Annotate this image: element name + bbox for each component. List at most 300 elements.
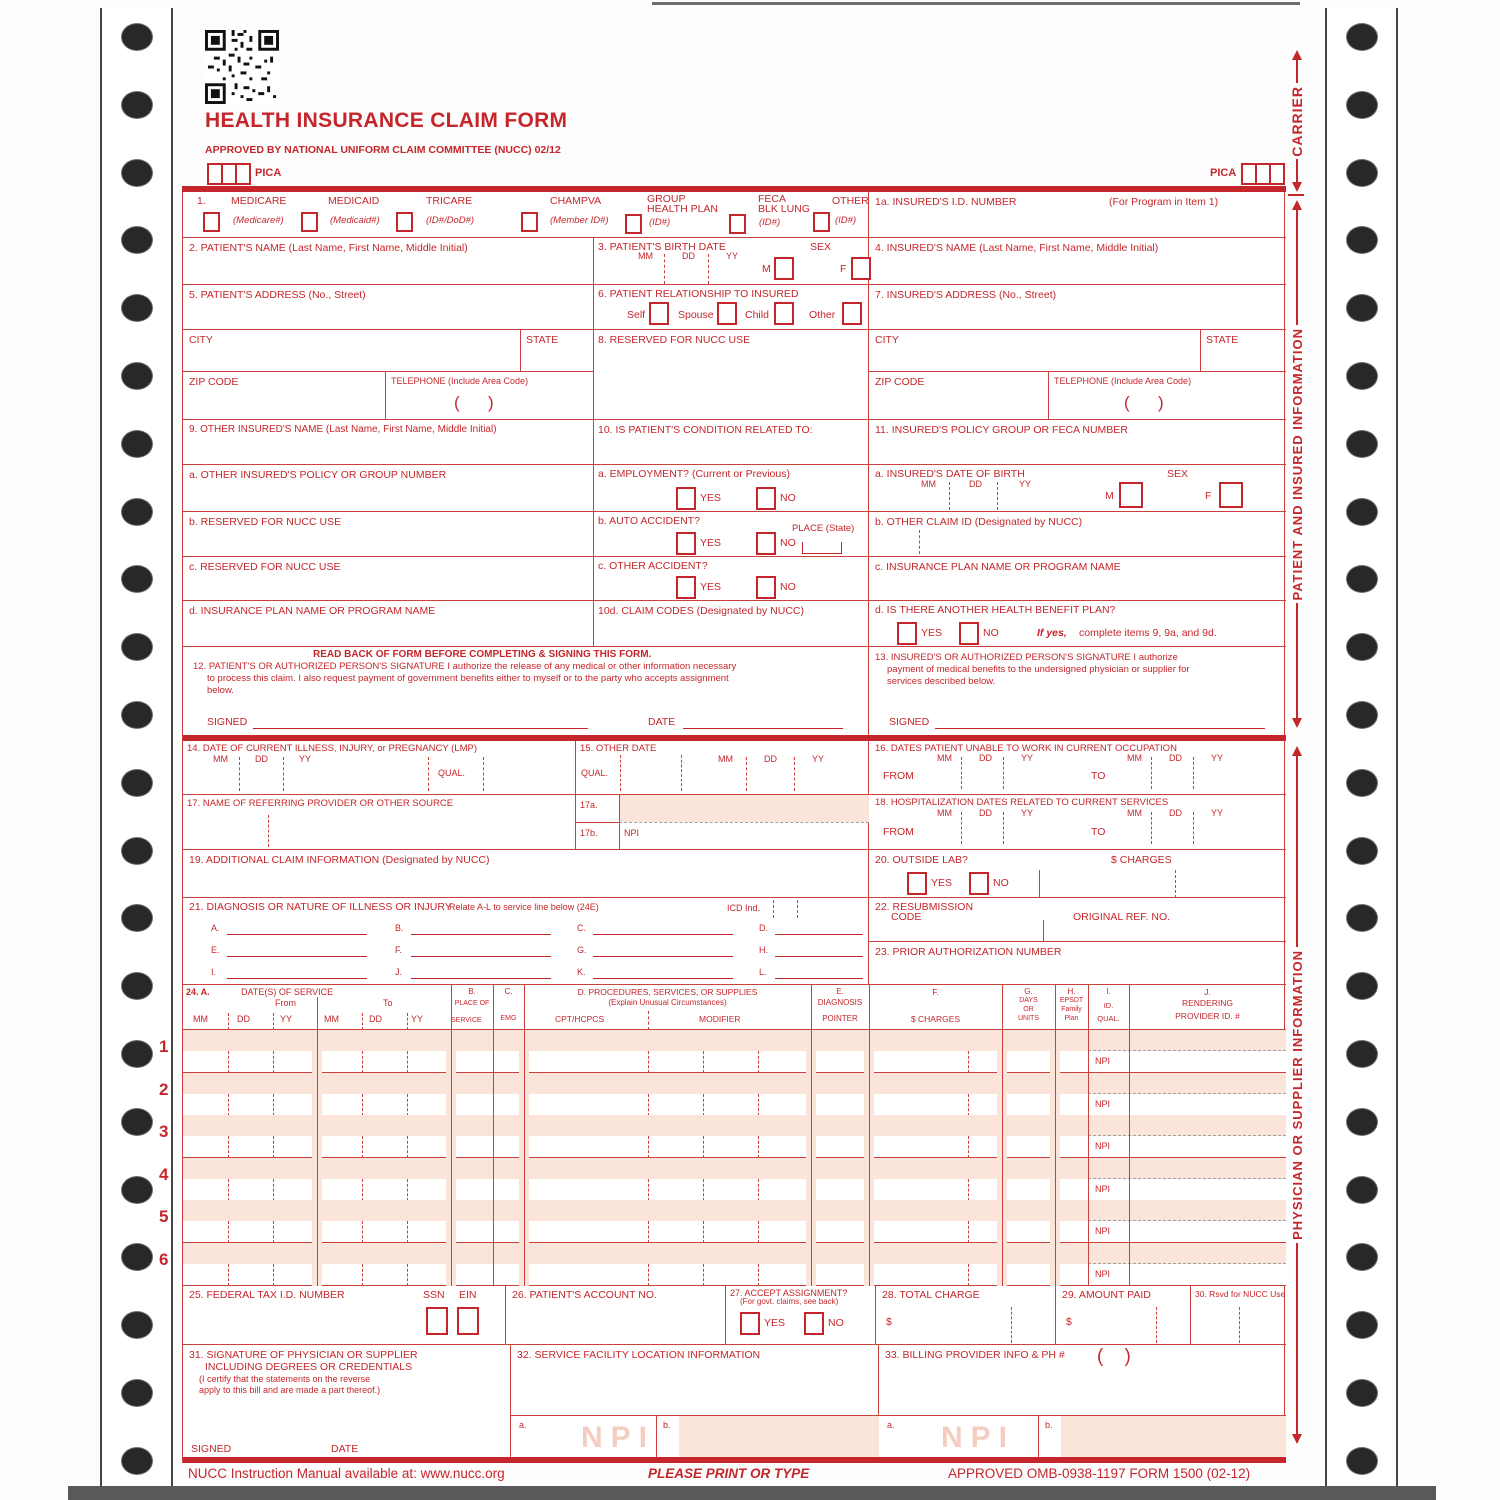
place-state-label: PLACE (State) xyxy=(792,523,855,534)
box8-title: 8. RESERVED FOR NUCC USE xyxy=(598,334,751,346)
box12-text-3: below. xyxy=(207,685,234,696)
colj-label: J. xyxy=(1204,987,1211,997)
yy-label: YY xyxy=(280,1014,293,1024)
arrow-down-icon xyxy=(1292,182,1302,192)
ssn-checkbox[interactable] xyxy=(426,1307,448,1335)
divider xyxy=(968,1179,969,1201)
divider xyxy=(1088,1158,1089,1201)
divider xyxy=(1296,756,1298,947)
colh-label3: Family xyxy=(1061,1006,1082,1013)
box31-line4: apply to this bill and are made a part thereof.) xyxy=(199,1385,381,1395)
diagnosis-j-line[interactable] xyxy=(411,978,551,979)
tractor-feed-hole xyxy=(1347,295,1377,321)
colc-label2: EMG xyxy=(500,1015,517,1022)
no-label: NO xyxy=(828,1317,844,1329)
diagnosis-i-label: I. xyxy=(211,967,217,977)
box-32-service-facility xyxy=(511,1345,879,1462)
qr-code xyxy=(205,30,279,104)
tractor-feed-hole xyxy=(1347,634,1377,660)
diagnosis-l-line[interactable] xyxy=(775,978,863,979)
divider xyxy=(869,1030,870,1073)
tricare-label: TRICARE xyxy=(426,195,473,207)
dd-label: DD xyxy=(764,754,777,764)
tractor-feed-hole xyxy=(122,1177,152,1203)
auto-accident-no-checkbox[interactable] xyxy=(756,532,776,555)
tractor-feed-hole xyxy=(122,295,152,321)
charges-label: $ CHARGES xyxy=(1111,854,1172,866)
divider xyxy=(524,985,525,1030)
no-label: NO xyxy=(983,627,999,639)
service-line-row xyxy=(159,1200,1286,1243)
sidebar-carrier-label: CARRIER xyxy=(1289,85,1305,157)
section-bar-bottom xyxy=(183,1457,1286,1463)
spouse-checkbox[interactable] xyxy=(717,302,737,325)
box-12-patient-signature xyxy=(183,647,869,735)
divider xyxy=(1296,1243,1298,1434)
divider xyxy=(451,1073,452,1116)
divider xyxy=(1129,1030,1130,1073)
box10a-title: a. EMPLOYMENT? (Current or Previous) xyxy=(598,468,790,480)
male-checkbox[interactable] xyxy=(774,257,794,280)
divider xyxy=(451,1030,452,1073)
colg-label3: OR xyxy=(1023,1006,1034,1013)
yy-label: YY xyxy=(411,1014,424,1024)
champva-checkbox[interactable] xyxy=(521,212,538,232)
divider xyxy=(407,1013,408,1030)
divider xyxy=(407,1094,408,1116)
npi-watermark: NPI xyxy=(941,1421,1016,1454)
colh-label4: Plan xyxy=(1064,1015,1079,1022)
sidebar-physician-label: PHYSICIAN OR SUPPLIER INFORMATION xyxy=(1289,950,1305,1240)
box-9b-reserved xyxy=(183,512,594,557)
yes-label: YES xyxy=(921,627,943,639)
divider xyxy=(407,1136,408,1158)
box10c-title: c. OTHER ACCIDENT? xyxy=(598,560,708,572)
patient-signature-line[interactable] xyxy=(253,728,588,729)
colc-label: C. xyxy=(504,987,513,996)
female-label: F xyxy=(1205,490,1212,502)
tractor-feed-hole xyxy=(122,363,152,389)
group-health-plan-label: GROUP xyxy=(647,193,686,205)
tractor-feed-hole xyxy=(122,1244,152,1270)
divider xyxy=(362,1221,363,1243)
feca-label2: BLK LUNG xyxy=(758,203,810,215)
insured-city-cell xyxy=(869,330,1201,372)
box-22-resubmission xyxy=(869,898,1286,942)
pica-label-right: PICA xyxy=(1210,167,1237,179)
service-line-number: 6 xyxy=(159,1249,169,1269)
box32-title: 32. SERVICE FACILITY LOCATION INFORMATION xyxy=(517,1349,761,1361)
champva-sub-label: (Member ID#) xyxy=(550,215,609,226)
divider xyxy=(1151,812,1152,844)
benefit-plan-yes-checkbox[interactable] xyxy=(897,622,917,645)
box28-title: 28. TOTAL CHARGE xyxy=(882,1289,980,1301)
employment-no-checkbox[interactable] xyxy=(756,487,776,510)
divider xyxy=(1043,920,1044,942)
yes-label: YES xyxy=(764,1317,786,1329)
box11b-title: b. OTHER CLAIM ID (Designated by NUCC) xyxy=(875,516,1083,528)
divider xyxy=(1002,1158,1003,1201)
box-23-prior-authorization xyxy=(869,942,1286,985)
phone-parens: ( ) xyxy=(454,393,494,412)
box-30-reserved-nucc xyxy=(1191,1285,1286,1345)
service-line-shaded-band xyxy=(183,1243,1286,1264)
other-rel-label: Other xyxy=(809,309,836,321)
tricare-sub-label: (ID#/DoD#) xyxy=(426,215,475,226)
divider xyxy=(648,1094,649,1116)
other-rel-checkbox[interactable] xyxy=(842,302,862,325)
tractor-feed-hole xyxy=(122,702,152,728)
phone-label: TELEPHONE (Include Area Code) xyxy=(1054,376,1192,386)
divider xyxy=(228,1264,229,1286)
box33-title: 33. BILLING PROVIDER INFO & PH # xyxy=(885,1349,1065,1361)
box22-title: 22. RESUBMISSION xyxy=(875,901,974,913)
arrow-up-icon xyxy=(1292,50,1302,60)
divider xyxy=(1003,812,1004,844)
box17b-label: 17b. xyxy=(580,828,598,838)
child-checkbox[interactable] xyxy=(774,302,794,325)
self-label: Self xyxy=(627,309,646,321)
tricare-checkbox[interactable] xyxy=(396,212,413,232)
divider xyxy=(648,1221,649,1243)
yes-label: YES xyxy=(931,877,953,889)
ein-checkbox[interactable] xyxy=(457,1307,479,1335)
diagnosis-f-line[interactable] xyxy=(411,956,551,957)
tractor-feed-hole xyxy=(1347,1177,1377,1203)
box1a-note: (For Program in Item 1) xyxy=(1109,196,1219,208)
tractor-feed-hole xyxy=(122,1448,152,1474)
yy-label: YY xyxy=(726,251,739,261)
tractor-feed-hole xyxy=(122,227,152,253)
diagnosis-l-label: L. xyxy=(759,967,767,977)
diagnosis-a-line[interactable] xyxy=(227,934,367,935)
divider xyxy=(493,1030,494,1073)
insured-female-checkbox[interactable] xyxy=(1219,482,1243,508)
auto-accident-yes-checkbox[interactable] xyxy=(676,532,696,555)
cole-label2: DIAGNOSIS xyxy=(817,998,863,1007)
arrow-down-icon xyxy=(1292,1434,1302,1444)
yy-label: YY xyxy=(812,754,825,764)
service-line-shaded-band xyxy=(183,1030,1286,1051)
if-yes-label: If yes, xyxy=(1037,627,1067,639)
box19-title: 19. ADDITIONAL CLAIM INFORMATION (Designated by NUCC) xyxy=(189,854,490,866)
divider xyxy=(869,1115,870,1158)
divider xyxy=(811,1030,812,1073)
other-accident-yes-checkbox[interactable] xyxy=(676,576,696,599)
insured-male-checkbox[interactable] xyxy=(1119,482,1143,508)
tractor-feed-hole xyxy=(122,1109,152,1135)
divider xyxy=(524,1073,525,1116)
zip-label: ZIP CODE xyxy=(875,376,925,388)
npi-watermark: NPI xyxy=(581,1421,656,1454)
sidebar-carrier-section xyxy=(1288,50,1306,192)
dd-label: DD xyxy=(237,1014,250,1024)
tractor-feed-hole xyxy=(1347,92,1377,118)
service-line-row xyxy=(159,1073,1286,1116)
cold-label: D. PROCEDURES, SERVICES, OR SUPPLIES xyxy=(577,987,758,997)
divider xyxy=(407,1221,408,1243)
divider xyxy=(797,900,798,918)
divider xyxy=(1055,1073,1056,1116)
pica-boxes-right[interactable] xyxy=(1241,163,1285,185)
divider xyxy=(811,1115,812,1158)
box7-title: 7. INSURED'S ADDRESS (No., Street) xyxy=(875,289,1057,301)
divider xyxy=(869,1158,870,1201)
divider xyxy=(273,1264,274,1286)
divider xyxy=(317,1243,318,1286)
divider xyxy=(317,1200,318,1243)
divider xyxy=(1002,985,1003,1030)
divider xyxy=(1055,985,1056,1030)
divider xyxy=(1129,1115,1130,1158)
box-10-condition-related xyxy=(594,420,869,465)
service-line-shaded-band xyxy=(183,1200,1286,1221)
no-label: NO xyxy=(780,492,796,504)
divider xyxy=(1151,757,1152,789)
diagnosis-e-line[interactable] xyxy=(227,956,367,957)
tractor-feed-hole xyxy=(122,1041,152,1067)
tractor-feed-hole xyxy=(1347,227,1377,253)
arrow-down-icon xyxy=(1292,718,1302,728)
divider xyxy=(228,1136,229,1158)
box9-title: 9. OTHER INSURED'S NAME (Last Name, First Name, Middle Initial) xyxy=(189,424,497,435)
divider xyxy=(869,1200,870,1243)
divider xyxy=(1088,1178,1286,1179)
divider xyxy=(428,757,429,791)
state-label: STATE xyxy=(526,334,559,346)
assignment-no-checkbox[interactable] xyxy=(804,1312,824,1335)
box25-title: 25. FEDERAL TAX I.D. NUMBER xyxy=(189,1289,345,1301)
diagnosis-g-label: G. xyxy=(577,945,587,955)
yy-label: YY xyxy=(299,754,312,764)
yy-label: YY xyxy=(1021,753,1034,763)
date-of-service-label: DATE(S) OF SERVICE xyxy=(241,987,334,997)
tractor-feed-hole xyxy=(1347,1380,1377,1406)
medicare-sub-label: (Medicare#) xyxy=(233,215,284,226)
box12-text-2: to process this claim. I also request payment of government benefits either to myself or to the party who accepts assignment xyxy=(207,673,729,684)
tractor-feed-hole xyxy=(1347,1041,1377,1067)
divider xyxy=(1003,757,1004,789)
benefit-plan-no-checkbox[interactable] xyxy=(959,622,979,645)
divider xyxy=(362,1136,363,1158)
box-10b-auto-accident xyxy=(594,512,869,557)
modifier-label: MODIFIER xyxy=(699,1014,741,1024)
box4-title: 4. INSURED'S NAME (Last Name, First Name, Middle Initial) xyxy=(875,242,1159,254)
box31-line3: (I certify that the statements on the reverse xyxy=(199,1374,371,1384)
box32b-label: b. xyxy=(663,1420,671,1430)
tractor-feed-hole xyxy=(122,566,152,592)
box-33-billing-provider xyxy=(879,1345,1286,1462)
dd-label: DD xyxy=(979,808,992,818)
divider xyxy=(1088,1135,1286,1136)
medicaid-checkbox[interactable] xyxy=(301,212,318,232)
group-health-plan-checkbox[interactable] xyxy=(625,214,642,234)
divider xyxy=(1002,1115,1003,1158)
diagnosis-c-line[interactable] xyxy=(593,934,733,935)
box9d-title: d. INSURANCE PLAN NAME OR PROGRAM NAME xyxy=(189,605,436,617)
mm-label: MM xyxy=(921,479,936,489)
divider xyxy=(273,1136,274,1158)
divider xyxy=(283,757,284,791)
divider xyxy=(268,815,269,847)
diagnosis-b-line[interactable] xyxy=(411,934,551,935)
city-label: CITY xyxy=(875,334,899,346)
box15-title: 15. OTHER DATE xyxy=(580,743,657,754)
divider xyxy=(1088,1115,1089,1158)
dd-label: DD xyxy=(1169,808,1182,818)
diagnosis-d-label: D. xyxy=(759,923,768,933)
diagnosis-i-line[interactable] xyxy=(227,978,367,979)
box32a-label: a. xyxy=(519,1420,527,1430)
diagnosis-g-line[interactable] xyxy=(593,956,733,957)
box-21-diagnosis xyxy=(183,898,869,985)
diagnosis-d-line[interactable] xyxy=(775,934,863,935)
divider xyxy=(961,757,962,789)
male-label: M xyxy=(762,263,771,275)
tractor-feed-hole xyxy=(1347,838,1377,864)
box33a-label: a. xyxy=(887,1420,895,1430)
colb-label2: PLACE OF xyxy=(454,1000,490,1007)
colf-label: F. xyxy=(932,987,939,997)
mm-label: MM xyxy=(1127,808,1142,818)
divider xyxy=(1039,870,1040,898)
divider xyxy=(1239,1307,1240,1343)
divider xyxy=(239,757,240,791)
box18-title: 18. HOSPITALIZATION DATES RELATED TO CURRENT SERVICES xyxy=(875,797,1169,808)
box31-line2: INCLUDING DEGREES OR CREDENTIALS xyxy=(205,1361,413,1373)
other-accident-no-checkbox[interactable] xyxy=(756,576,776,599)
divider xyxy=(1055,1158,1056,1201)
service-line-row xyxy=(159,1243,1286,1286)
divider xyxy=(619,822,869,823)
divider xyxy=(703,1179,704,1201)
to-label: TO xyxy=(1091,770,1106,782)
arrow-up-icon xyxy=(1292,746,1302,756)
divider xyxy=(451,1200,452,1243)
employment-yes-checkbox[interactable] xyxy=(676,487,696,510)
outside-lab-no-checkbox[interactable] xyxy=(969,872,989,895)
divider xyxy=(407,1179,408,1201)
assignment-yes-checkbox[interactable] xyxy=(740,1312,760,1335)
divider xyxy=(362,1264,363,1286)
box16-title: 16. DATES PATIENT UNABLE TO WORK IN CURRENT OCCUPATION xyxy=(875,743,1177,754)
tractor-feed-hole xyxy=(122,838,152,864)
tractor-feed-hole xyxy=(1347,702,1377,728)
dd-label: DD xyxy=(255,754,268,764)
diagnosis-h-line[interactable] xyxy=(775,956,863,957)
divider xyxy=(524,1200,525,1243)
npi-label: NPI xyxy=(1095,1226,1111,1236)
claim-form-body xyxy=(159,192,1286,1463)
divider xyxy=(524,1115,525,1158)
divider xyxy=(1088,1263,1286,1264)
to-label: To xyxy=(383,998,393,1008)
box32b-shaded-field xyxy=(679,1416,879,1462)
tractor-feed-hole xyxy=(122,431,152,457)
divider xyxy=(317,997,318,1030)
divider xyxy=(1088,985,1089,1030)
box-11d-another-benefit-plan xyxy=(869,601,1286,647)
phone-parens: ( ) xyxy=(1097,1346,1131,1367)
divider xyxy=(773,900,774,918)
diagnosis-j-label: J. xyxy=(395,967,403,977)
box-17ab-provider-ids xyxy=(576,795,869,850)
female-checkbox[interactable] xyxy=(851,257,871,280)
from-label: FROM xyxy=(883,826,914,838)
divider xyxy=(1296,159,1298,182)
divider xyxy=(1055,1243,1056,1286)
pica-boxes-left[interactable] xyxy=(207,163,251,185)
divider xyxy=(949,482,950,510)
box10d-title: 10d. CLAIM CODES (Designated by NUCC) xyxy=(598,605,804,617)
medicare-checkbox[interactable] xyxy=(203,212,220,232)
diagnosis-f-label: F. xyxy=(395,945,403,955)
yy-label: YY xyxy=(1021,808,1034,818)
box-11b-other-claim-id xyxy=(869,512,1286,557)
divider xyxy=(493,1200,494,1243)
divider xyxy=(524,1030,525,1073)
ein-label: EIN xyxy=(459,1289,477,1301)
divider xyxy=(493,1158,494,1201)
divider xyxy=(758,1051,759,1073)
footer-print-or-type: PLEASE PRINT OR TYPE xyxy=(648,1466,810,1481)
feca-checkbox[interactable] xyxy=(729,214,746,234)
divider xyxy=(228,1221,229,1243)
divider xyxy=(869,1073,870,1116)
dd-label: DD xyxy=(369,1014,382,1024)
box30-title: 30. Rsvd for NUCC Use xyxy=(1195,1289,1286,1299)
insured-state-cell xyxy=(1201,330,1286,372)
box33b-shaded-field xyxy=(1061,1416,1286,1462)
form-title: HEALTH INSURANCE CLAIM FORM xyxy=(205,109,568,132)
diagnosis-b-label: B. xyxy=(395,923,404,933)
insured-signature-line[interactable] xyxy=(935,728,1265,729)
patient-signature-date-line[interactable] xyxy=(683,728,843,729)
divider xyxy=(1193,757,1194,789)
npi-label: NPI xyxy=(1095,1098,1111,1109)
divider xyxy=(228,1094,229,1116)
tractor-feed-hole xyxy=(122,499,152,525)
divider xyxy=(1129,985,1130,1030)
mm-label: MM xyxy=(638,251,653,261)
diagnosis-k-line[interactable] xyxy=(593,978,733,979)
outside-lab-yes-checkbox[interactable] xyxy=(907,872,927,895)
divider xyxy=(524,1243,525,1286)
tractor-feed-hole xyxy=(1347,566,1377,592)
sex-label: SEX xyxy=(1167,468,1189,480)
divider xyxy=(811,1200,812,1243)
footer-nucc-manual: NUCC Instruction Manual available at: www.nucc.org xyxy=(188,1466,505,1481)
female-label: F xyxy=(840,263,847,275)
child-label: Child xyxy=(745,309,769,321)
coli-label2: ID. xyxy=(1103,1001,1114,1010)
insured-phone-cell xyxy=(1049,372,1286,420)
divider xyxy=(968,1051,969,1073)
divider xyxy=(703,1136,704,1158)
box-13-insured-signature xyxy=(869,647,1286,735)
tractor-feed-hole xyxy=(122,24,152,50)
divider xyxy=(273,1013,274,1030)
yes-label: YES xyxy=(700,492,722,504)
divider xyxy=(758,1221,759,1243)
self-checkbox[interactable] xyxy=(649,302,669,325)
group-health-plan-label2: HEALTH PLAN xyxy=(647,203,718,215)
other-checkbox[interactable] xyxy=(813,212,830,232)
divider xyxy=(1088,1200,1089,1243)
box5-title: 5. PATIENT'S ADDRESS (No., Street) xyxy=(189,289,366,301)
mm-label: MM xyxy=(718,754,733,764)
npi-label: NPI xyxy=(1095,1183,1111,1194)
